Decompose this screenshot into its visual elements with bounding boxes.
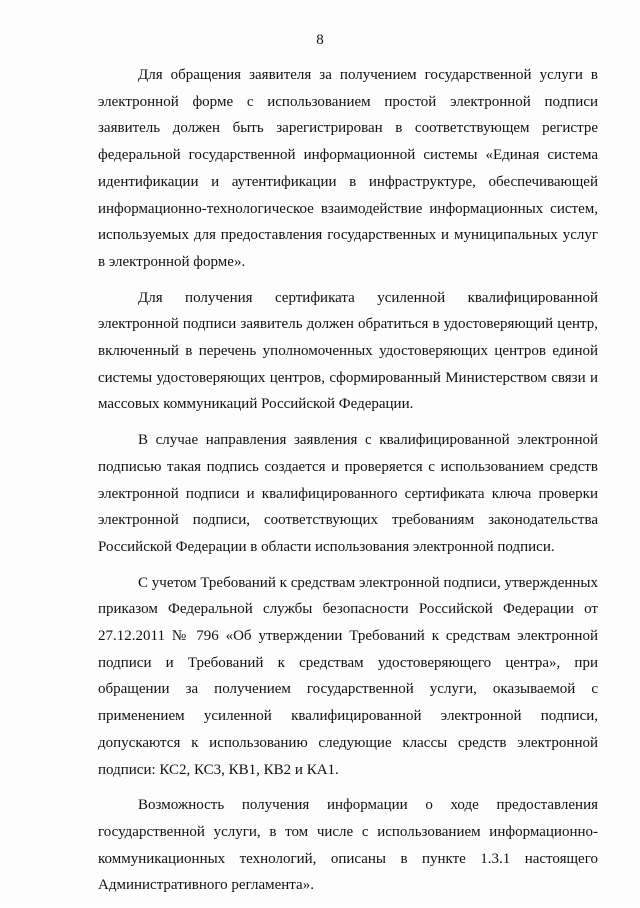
paragraph-qualified-signature-verification: В случае направления заявления с квалифицированной электронной подписью такая подпись создается и проверяется с использованием средств электронной подписи и квалифицированного сертификата ключа проверки электронной подписи, соответствующих требованиям законодательства Российской Федерации в области использования электронной подписи. xyxy=(98,432,598,555)
document-body xyxy=(98,62,598,908)
paragraph-signature-tool-classes: С учетом Требований к средствам электронной подписи, утвержденных приказом Федеральной службы безопасности Российской Федерации от 27.12.2011 № 796 «Об утверждении Требований к средствам электронной подписи и Требований к средствам удостоверяющего центра», при обращении за получением государственной услуги, оказываемой с применением усиленной квалифицированной электронной подписи, допускаются к использованию следующие классы средств электронной подписи: КС2, КС3, КВ1, КВ2 и КА1. xyxy=(98,574,598,778)
paragraph-simple-signature-registration: Для обращения заявителя за получением государственной услуги в электронной форме с использованием простой электронной подписи заявитель должен быть зарегистрирован в соответствующем регистре федеральной государственной информационной системы «Единая система идентификации и аутентификации в инфраструктуре, обеспечивающей информационно-технологическое взаимодействие информационных систем, используемых для предоставления государственных и муниципальных услуг в электронной форме». xyxy=(98,67,598,270)
page-number: 8 xyxy=(316,32,324,48)
paragraph-qualified-certificate: Для получения сертификата усиленной квалифицированной электронной подписи заявитель должен обратиться в удостоверяющий центр, включенный в перечень уполномоченных удостоверяющих центров единой системы удостоверяющих центров, сформированный Министерством связи и массовых коммуникаций Российской Федерации. xyxy=(98,289,598,413)
paragraph-service-status-info: Возможность получения информации о ходе предоставления государственной услуги, в том числе с использованием информационно-коммуникационных технологий, описаны в пункте 1.3.1 настоящего Административного регламента». xyxy=(98,797,598,894)
